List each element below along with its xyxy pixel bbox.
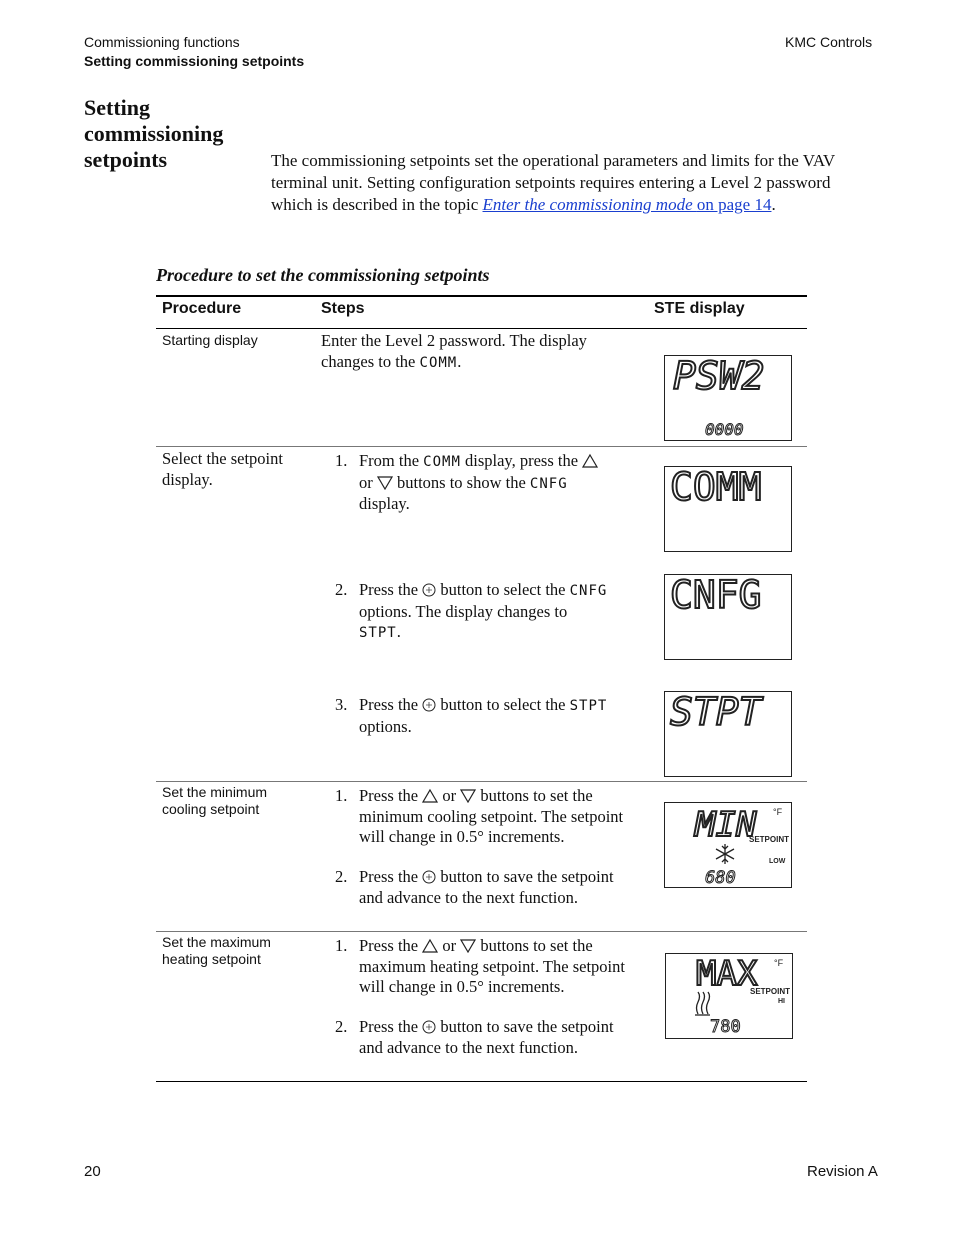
lcd-value: 680 — [705, 868, 736, 887]
step-text: From the — [359, 451, 424, 470]
step-text: buttons to show the — [392, 472, 530, 492]
commissioning-mode-link[interactable]: Enter the commissioning mode — [482, 195, 697, 214]
table-top-rule — [156, 295, 807, 297]
step-text: Press the — [359, 867, 423, 886]
step-text: . — [457, 351, 462, 371]
row-divider — [156, 931, 807, 932]
table-bottom-rule — [156, 1081, 807, 1082]
lcd-main-text: CNFG — [670, 575, 762, 617]
step-number: 2. — [335, 867, 348, 886]
intro-end: . — [771, 195, 776, 214]
step-text: button to select the — [436, 695, 570, 714]
up-triangle-icon — [422, 788, 438, 803]
row-divider — [156, 781, 807, 782]
code-stpt: STPT — [569, 698, 608, 714]
step-text: button to save the setpoint and advance to the next function. — [359, 867, 614, 907]
lcd-unit: °F — [774, 958, 784, 968]
col-header-ste-display: STE display — [654, 300, 745, 317]
running-header-topic: Setting commissioning setpoints — [84, 53, 305, 69]
up-triangle-icon — [582, 453, 598, 468]
procedure-max-heating: Set the maximum heating setpoint — [162, 934, 271, 967]
lcd-display-min — [664, 802, 792, 888]
lcd-setpoint-label: SETPOINT — [750, 987, 791, 996]
procedure-title: Procedure to set the commissioning setpoints — [156, 265, 490, 285]
lcd-display-max — [665, 953, 793, 1039]
step-text: Press the — [359, 695, 423, 714]
lcd-display-cnfg — [664, 574, 792, 660]
step-text: or — [438, 786, 461, 805]
step-number: 1. — [335, 786, 348, 805]
lcd-level-label: HI — [778, 998, 785, 1005]
lcd-display-stpt — [664, 691, 792, 777]
lcd-display-comm — [664, 466, 792, 552]
step-text: Press the — [359, 1017, 423, 1036]
enter-button-icon — [422, 698, 436, 712]
lcd-main-text: STPT — [670, 692, 762, 734]
page-14-link[interactable]: on page 14 — [696, 195, 772, 214]
step-text: display. — [359, 494, 410, 513]
lcd-display-psw2 — [664, 355, 792, 441]
step-set-min-cooling — [359, 786, 634, 848]
snowflake-icon — [716, 844, 734, 864]
step-text: options. The display changes to — [359, 601, 568, 621]
step-number: 1. — [335, 936, 348, 955]
code-comm: COMM — [419, 354, 458, 371]
col-header-procedure: Procedure — [162, 300, 242, 317]
down-triangle-icon — [377, 475, 393, 490]
step-enter-password — [321, 331, 641, 373]
code-stpt: STPT — [359, 625, 397, 641]
step-text: Press the — [359, 786, 423, 805]
lcd-unit: °F — [773, 807, 783, 817]
step-number: 2. — [335, 580, 348, 599]
heat-icon — [695, 992, 710, 1015]
code-cnfg: CNFG — [569, 583, 608, 599]
running-header-company: KMC Controls — [785, 34, 873, 50]
step-text: buttons to set the minimum cooling setpoint. The setpoint will change in 0.5° increments. — [359, 786, 624, 846]
down-triangle-icon — [460, 788, 476, 803]
step-number: 1. — [335, 451, 348, 470]
revision-label: Revision A — [807, 1163, 878, 1180]
lcd-main-text: PSW2 — [673, 356, 765, 398]
row-divider — [156, 446, 807, 447]
down-triangle-icon — [460, 938, 476, 953]
section-title: Setting commissioning setpoints — [84, 95, 224, 172]
up-triangle-icon — [422, 938, 438, 953]
code-comm: COMM — [423, 454, 461, 470]
lcd-main-text: MAX — [696, 954, 758, 994]
table-header-rule — [156, 328, 807, 329]
step-text: or — [359, 472, 377, 492]
step-text: . — [396, 622, 401, 641]
intro-text: The commissioning setpoints set the operational parameters and limits for the VAV terminal unit. Setting configuration setpoints requires entering a Level 2 password which is described in the topic — [271, 151, 835, 214]
step-select-cnfg — [359, 580, 644, 644]
step-text: button to select the — [436, 580, 570, 599]
step-number: 2. — [335, 1017, 348, 1036]
step-show-cnfg — [359, 451, 639, 515]
lcd-setpoint-label: SETPOINT — [749, 835, 790, 844]
procedure-min-cooling: Set the minimum cooling setpoint — [162, 784, 268, 817]
enter-button-icon — [422, 583, 436, 597]
intro-paragraph — [271, 150, 871, 216]
page-number: 20 — [84, 1163, 101, 1180]
code-cnfg: CNFG — [529, 475, 568, 492]
col-header-steps: Steps — [321, 300, 365, 317]
step-text: options. — [359, 716, 412, 736]
running-header-section: Commissioning functions — [84, 34, 240, 50]
step-text: display, press the — [460, 451, 583, 470]
step-text: Press the — [359, 580, 423, 599]
enter-button-icon — [422, 870, 436, 884]
step-set-max-heating — [359, 936, 634, 998]
step-text: or — [438, 936, 461, 955]
procedure-starting-display: Starting display — [162, 332, 258, 348]
lcd-level-label: LOW — [769, 858, 786, 865]
step-text: button to save the setpoint and advance to the next function. — [359, 1017, 614, 1057]
lcd-main-text: MIN — [695, 805, 757, 845]
step-text: Press the — [359, 936, 423, 955]
step-text: buttons to set the maximum heating setpoint. The setpoint will change in 0.5° increments. — [359, 936, 625, 996]
step-select-stpt — [359, 695, 644, 737]
step-text: Enter the Level 2 password. The display changes to the — [321, 331, 587, 371]
step-number: 3. — [335, 695, 348, 714]
step-save-max-heating — [359, 1017, 624, 1058]
procedure-select-setpoint: Select the setpoint display. — [162, 449, 283, 489]
lcd-value: 780 — [710, 1017, 741, 1037]
lcd-sub-text: 0000 — [705, 420, 744, 439]
lcd-main-text: COMM — [670, 467, 762, 509]
enter-button-icon — [422, 1020, 436, 1034]
step-save-min-cooling — [359, 867, 624, 908]
